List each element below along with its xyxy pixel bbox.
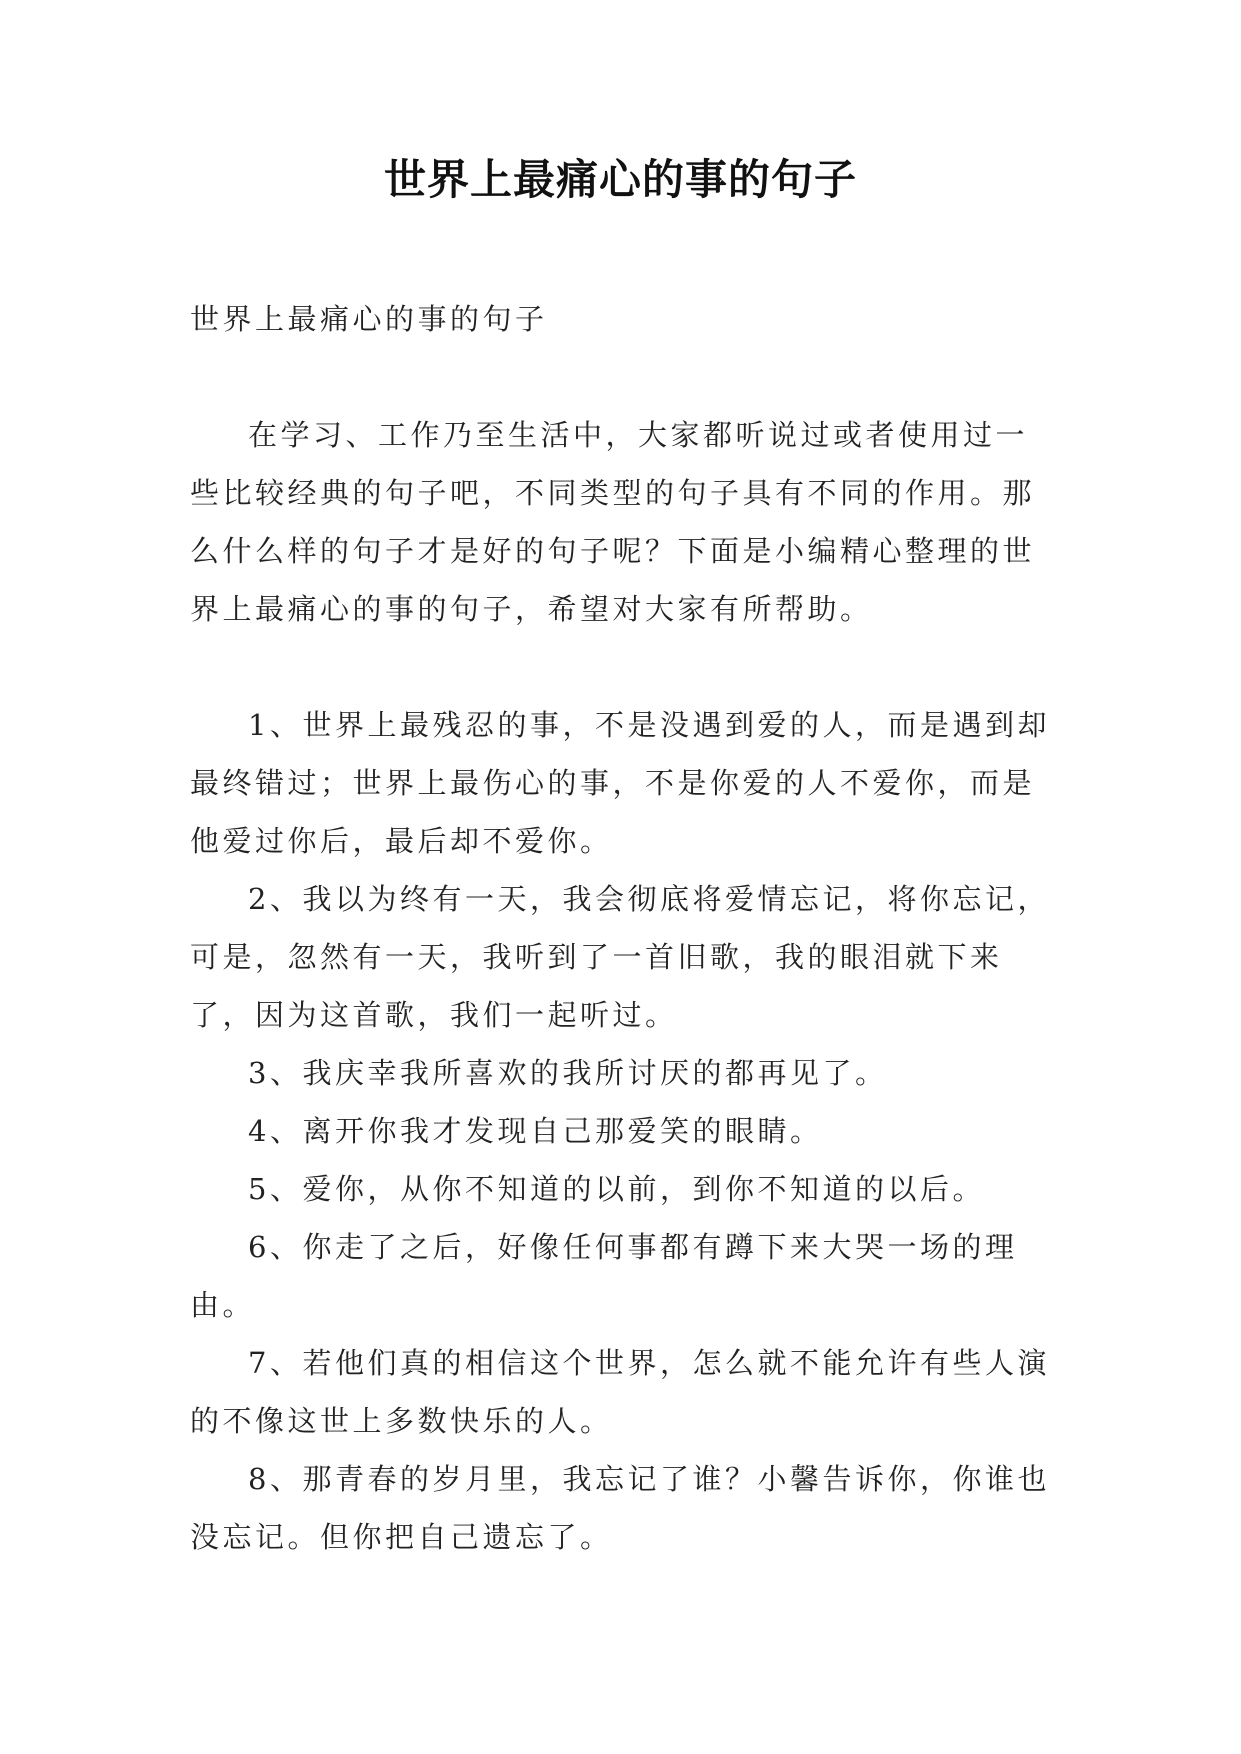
document-subtitle: 世界上最痛心的事的句子 (190, 302, 548, 336)
document-body (190, 290, 1050, 1566)
list-item: 3、我庆幸我所喜欢的我所讨厌的都再见了。 (248, 1056, 888, 1090)
list-item: 4、离开你我才发现自己那爱笑的眼睛。 (248, 1114, 823, 1148)
list-item: 6、你走了之后，好像任何事都有蹲下来大哭一场的理由。 (190, 1230, 1018, 1322)
list-item: 2、我以为终有一天，我会彻底将爱情忘记，将你忘记，可是，忽然有一天，我听到了一首旧歌，我的眼泪就下来了，因为这首歌，我们一起听过。 (190, 882, 1050, 1032)
list-item: 5、爱你，从你不知道的以前，到你不知道的以后。 (248, 1172, 985, 1206)
list-item: 8、那青春的岁月里，我忘记了谁？小馨告诉你，你谁也没忘记。但你把自己遗忘了。 (190, 1462, 1050, 1554)
list-item: 7、若他们真的相信这个世界，怎么就不能允许有些人演的不像这世上多数快乐的人。 (190, 1346, 1050, 1438)
document-title: 世界上最痛心的事的句子 (383, 155, 857, 204)
list-item: 1、世界上最残忍的事，不是没遇到爱的人，而是遇到却最终错过；世界上最伤心的事，不是你爱的人不爱你，而是他爱过你后，最后却不爱你。 (190, 708, 1050, 858)
intro-paragraph: 在学习、工作乃至生活中，大家都听说过或者使用过一些比较经典的句子吧，不同类型的句子具有不同的作用。那么什么样的句子才是好的句子呢？下面是小编精心整理的世界上最痛心的事的句子，希望对大家有所帮助。 (190, 418, 1036, 626)
